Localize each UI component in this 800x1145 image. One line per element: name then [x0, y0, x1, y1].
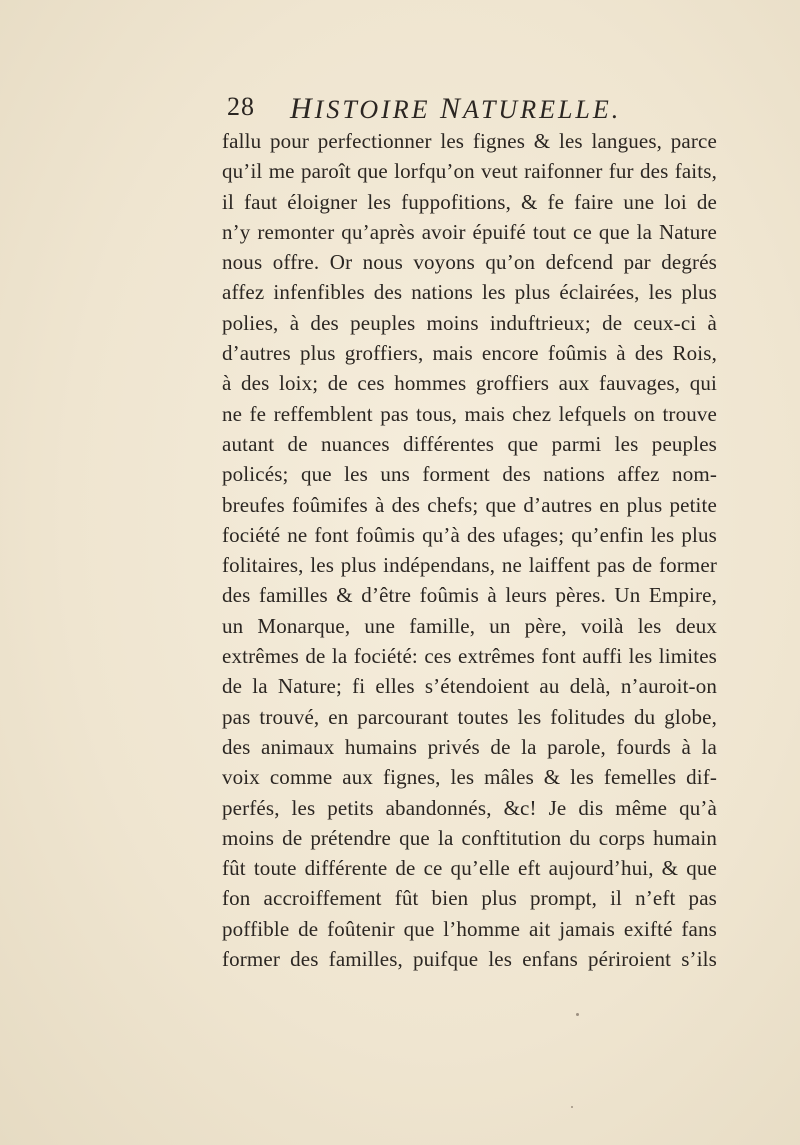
text-line: nous offre. Or nous voyons qu’on defcend par degrés [222, 250, 717, 275]
text-line: voix comme aux fignes, les mâles & les femelles dif- [222, 765, 717, 790]
text-line: qu’il me paroît que lorfqu’on veut raifonner fur des faits, [222, 159, 717, 184]
text-line: à des loix; de ces hommes groffiers aux fauvages, qui [222, 371, 717, 396]
text-line: moins de prétendre que la conftitution du corps humain [222, 825, 717, 850]
running-title-initial-1: H [290, 92, 315, 125]
text-line: de la Nature; fi elles s’étendoient au delà, n’auroit-on [222, 674, 717, 699]
text-line: des animaux humains privés de la parole, fourds à la [222, 734, 717, 759]
text-line: d’autres plus groffiers, mais encore foûmis à des Rois, [222, 341, 717, 366]
text-line: fociété ne font foûmis qu’à des ufages; qu’enfin les plus [222, 522, 717, 547]
text-line: policés; que les uns forment des nations affez nom- [222, 462, 717, 487]
running-title-word-1: ISTOIRE [314, 95, 441, 124]
text-line: perfés, les petits abandonnés, &c! Je dis même qu’à [222, 795, 717, 820]
text-line: breufes foûmifes à des chefs; que d’autres en plus petite [222, 492, 717, 517]
text-line: pas trouvé, en parcourant toutes les folitudes du globe, [222, 704, 717, 729]
text-line: extrêmes de la fociété: ces extrêmes font auffi les limites [222, 644, 717, 669]
text-line: n’y remonter qu’après avoir épuifé tout ce que la Nature [222, 219, 717, 244]
running-title [290, 92, 621, 126]
paper-speck [571, 1106, 573, 1108]
text-line: fallu pour perfectionner les fignes & les langues, parce [222, 129, 717, 153]
text-line: fon accroiffement fût bien plus prompt, il n’eft pas [222, 886, 717, 911]
running-title-word-2: ATURELLE. [463, 95, 622, 124]
text-line: poffible de foûtenir que l’homme ait jamais exifté fans [222, 916, 717, 941]
text-line: un Monarque, une famille, un père, voilà les deux [222, 613, 717, 638]
text-line: affez infenfibles des nations les plus éclairées, les plus [222, 280, 717, 305]
body-text [222, 126, 717, 974]
text-line: ne fe reffemblent pas tous, mais chez lefquels on trouve [222, 401, 717, 426]
text-line: autant de nuances différentes que parmi les peuples [222, 431, 717, 456]
page-number: 28 [227, 92, 255, 121]
paper-speck [576, 1013, 579, 1016]
text-line: fût toute différente de ce qu’elle eft aujourd’hui, & que [222, 856, 717, 881]
text-line: folitaires, les plus indépendans, ne laiffent pas de former [222, 553, 717, 578]
text-line: il faut éloigner les fuppofitions, & fe faire une loi de [222, 189, 717, 214]
text-line: former des familles, puifque les enfans périroient s’ils [222, 947, 717, 972]
text-line: des familles & d’être foûmis à leurs pères. Un Empire, [222, 583, 717, 608]
text-line: polies, à des peuples moins induftrieux; de ceux-ci à [222, 310, 717, 335]
running-title-initial-2: N [440, 92, 464, 125]
